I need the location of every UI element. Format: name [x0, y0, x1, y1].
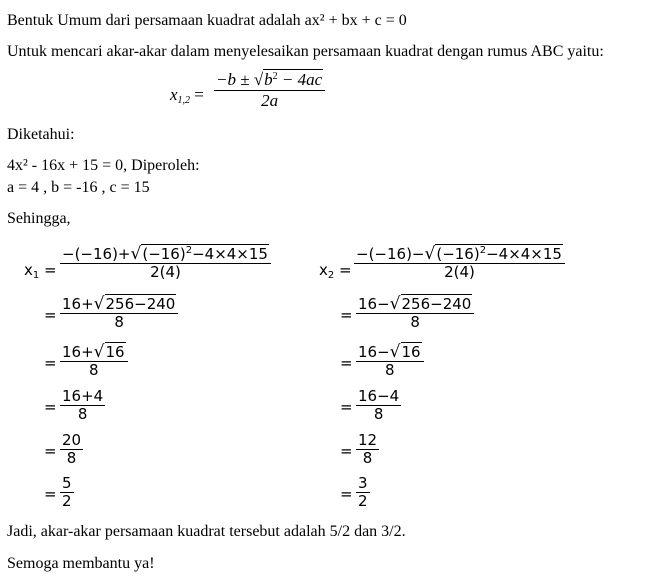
x2-step-1: $\frac{-(-16)-√(-16)^2-4\times 4\times 15}{2(4)}$ — [354, 246, 565, 281]
x2-result: $\frac{3}{2}$ — [358, 474, 368, 510]
x1-eq-4: = — [44, 398, 57, 416]
x2-eq-3: = — [340, 354, 353, 372]
x1-step-4: $\frac{16+4}{8}$ — [62, 387, 104, 423]
x1-result: $\frac{5}{2}$ — [62, 474, 72, 510]
x2-eq-2: = — [340, 306, 353, 324]
x2-step-5: $\frac{12}{8}$ — [358, 431, 378, 467]
closing-text: Semoga membantu ya! — [7, 555, 155, 572]
intro-text: Bentuk Umum dari persamaan kuadrat adalah ax² + bx + c = 0 — [7, 12, 407, 29]
x1-eq-5: = — [44, 442, 57, 460]
formula-lhs: $x_{1,2}$ = — [170, 85, 204, 106]
x1-step-1: $\frac{-(-16)+√(-16)^2-4\times 4\times 15}{2(4)}$ — [60, 246, 271, 281]
x1-eq-2: = — [44, 306, 57, 324]
x2-step-2: $\frac{16-√256-240}{8}$ — [356, 296, 474, 331]
formula-intro-text: Untuk mencari akar-akar dalam menyelesaikan persamaan kuadrat dengan rumus ABC yaitu: — [7, 43, 604, 60]
coefficients-text: a = 4 , b = -16 , c = 15 — [7, 179, 150, 196]
formula-denominator: 2a — [261, 91, 279, 110]
x2-eq-5: = — [340, 442, 353, 460]
quadratic-formula — [214, 70, 325, 111]
sehingga-text: Sehingga, — [7, 210, 71, 227]
x2-label: $x_2$ = — [319, 261, 352, 281]
x1-eq-6: = — [44, 485, 57, 503]
x2-step-3: $\frac{16-√16}{8}$ — [356, 344, 424, 379]
x1-step-5: $\frac{20}{8}$ — [62, 431, 82, 467]
x2-eq-6: = — [340, 485, 353, 503]
diketahui-text: Diketahui: — [7, 126, 75, 143]
x1-step-3: $\frac{16+√16}{8}$ — [60, 344, 128, 379]
equation-text: 4x² - 16x + 15 = 0, Diperoleh: — [7, 157, 200, 174]
x2-eq-4: = — [340, 398, 353, 416]
x1-eq-3: = — [44, 354, 57, 372]
x2-step-4: $\frac{16-4}{8}$ — [358, 387, 400, 423]
x1-step-2: $\frac{16+√256-240}{8}$ — [60, 296, 178, 331]
x1-label: $x_1$ = — [24, 261, 57, 281]
formula-numerator: $-b \pm √b^2 - 4ac$ — [214, 70, 325, 91]
conclusion-text: Jadi, akar-akar persamaan kuadrat tersebut adalah 5/2 dan 3/2. — [7, 523, 406, 540]
